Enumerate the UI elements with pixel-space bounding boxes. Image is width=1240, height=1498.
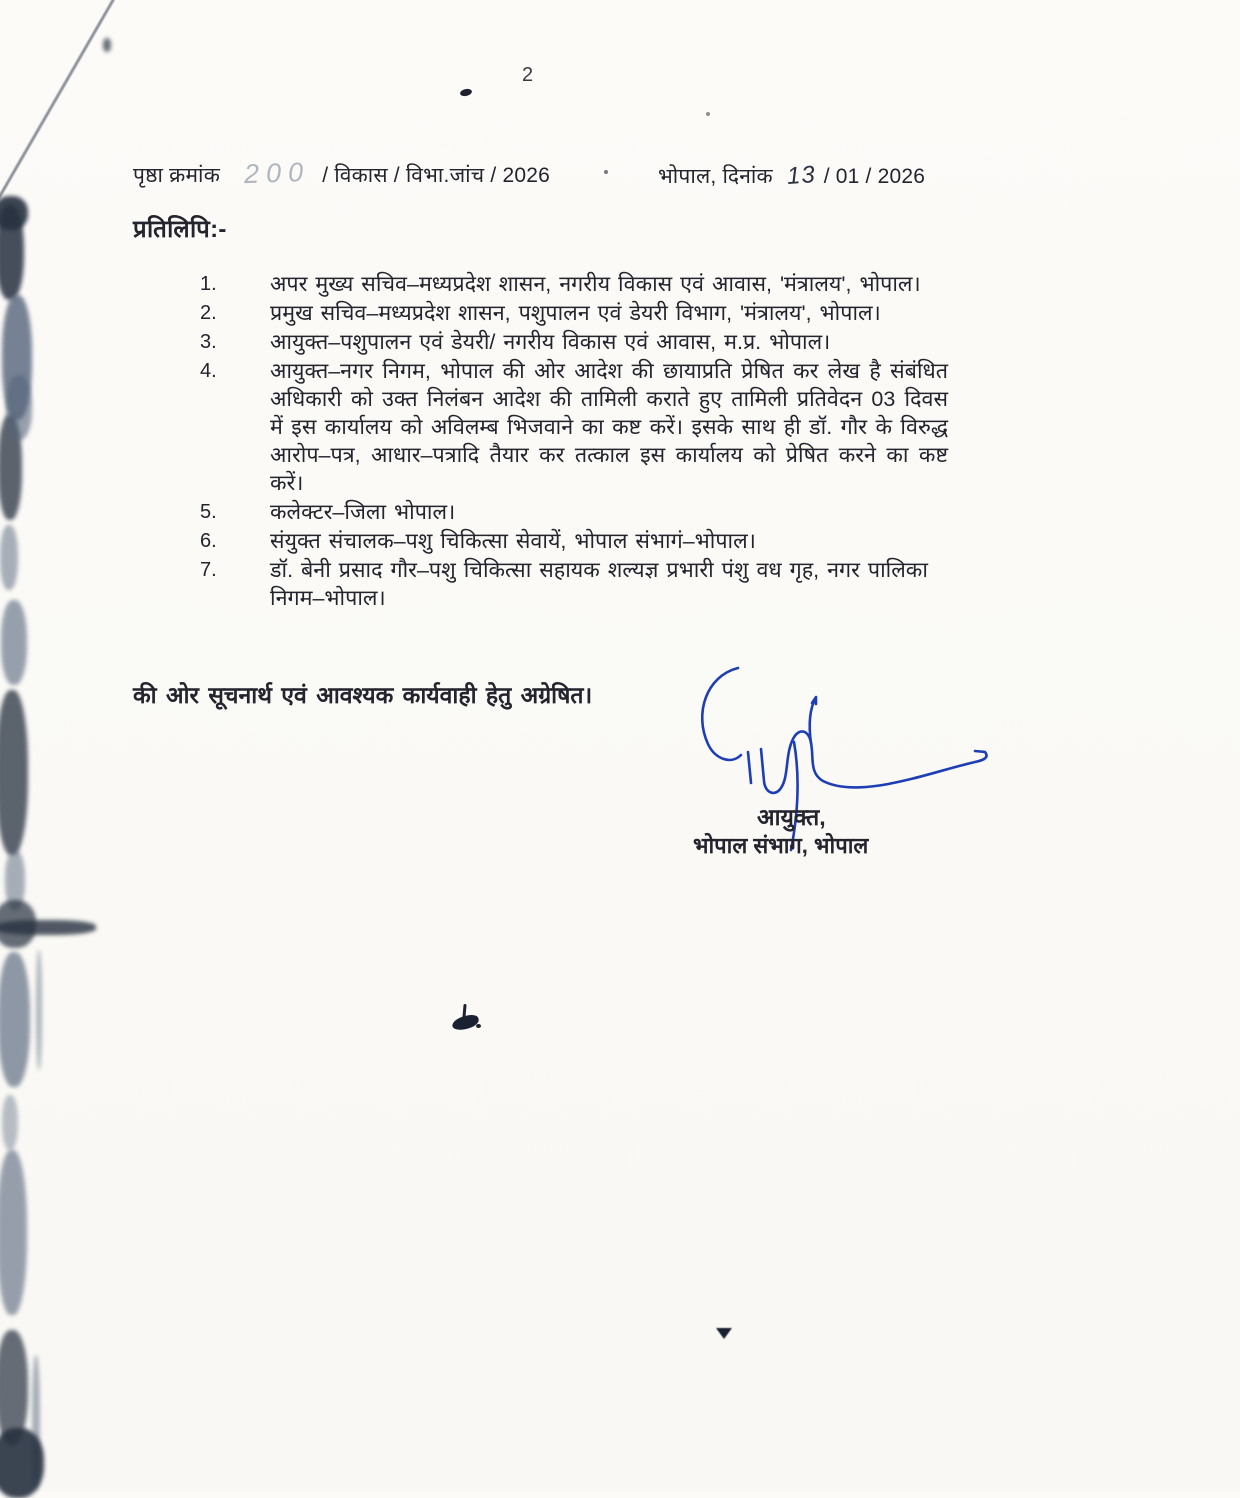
scan-smudge [2, 1095, 18, 1150]
scan-smudge [1, 600, 27, 685]
forwarding-line: की ओर सूचनार्थ एवं आवश्यक कार्यवाही हेतु अग्रेषित। [133, 682, 593, 708]
scan-smudge [0, 525, 18, 590]
ink-dot [459, 88, 472, 97]
date-rest: / 01 / 2026 [823, 165, 926, 188]
reference-rest: / विकास / विभा.जांच / 2026 [322, 164, 550, 187]
list-item-text: अपर मुख्य सचिव–मध्यप्रदेश शासन, नगरीय विकास एवं आवास, 'मंत्रालय', भोपाल। [270, 272, 921, 296]
signatory-title: आयुक्त, [757, 804, 826, 830]
scan-smudge [36, 950, 42, 1070]
ink-dot [706, 112, 710, 116]
scan-smudge [0, 1150, 27, 1315]
signatory-office: भोपाल संभाग, भोपाल [693, 833, 869, 858]
list-item-text: प्रमुख सचिव–मध्यप्रदेश शासन, पशुपालन एवं डेयरी विभाग, 'मंत्रालय', भोपाल। [270, 301, 881, 325]
list-item [200, 357, 948, 497]
copy-distribution-list [200, 270, 948, 613]
list-item-number: 6. [200, 530, 217, 552]
place-date-label: भोपाल, दिनांक [658, 165, 773, 188]
place-date-line [658, 162, 925, 190]
list-item-text: आयुक्त–नगर निगम, भोपाल की ओर आदेश की छायाप्रति प्रेषित कर लेख है संबंधित अधिकारी को उक्त निलंबन आदेश की तामिली कराते हुए तामिली प्रतिवेदन 03 दिवस में इस कार्यालय को अविलम्ब भिजवाने का कष्ट करें। इसके साथ ही डॉ. गौर के विरुद्ध आरोप–पत्र, आधार–पत्रादि तैयार कर तत्काल इस कार्यालय को प्रेषित करने का कष्ट करें। [270, 359, 948, 495]
list-item-text: संयुक्त संचालक–पशु चिकित्सा सेवायें, भोपाल संभागं–भोपाल। [270, 529, 756, 553]
date-day-handwritten: 13 [785, 161, 817, 190]
ink-dot [604, 170, 608, 174]
list-item-number: 2. [200, 302, 217, 324]
ink-triangle-mark [716, 1328, 732, 1339]
scan-page-edge-line [0, 0, 116, 206]
scan-smudge [0, 952, 30, 1087]
list-item [200, 328, 948, 356]
list-item [200, 498, 948, 526]
list-item-number: 7. [200, 559, 217, 581]
ink-blot [448, 1002, 484, 1036]
list-item-text: आयुक्त–पशुपालन एवं डेयरी/ नगरीय विकास एवं आवास, म.प्र. भोपाल। [270, 330, 831, 354]
scan-smudge [0, 920, 96, 935]
scan-smudge [103, 38, 111, 52]
reference-label: पृष्ठा क्रमांक [133, 164, 221, 187]
copy-heading: प्रतिलिपि:- [133, 216, 227, 243]
list-item-number: 1. [200, 273, 217, 295]
list-item [200, 527, 948, 555]
scan-smudge [0, 205, 24, 300]
list-item-text: डॉ. बेनी प्रसाद गौर–पशु चिकित्सा सहायक शल्यज्ञ प्रभारी पंशु वध गृह, नगर पालिका निगम–भोपाल। [270, 558, 928, 610]
reference-line [133, 158, 550, 189]
page-number: 2 [522, 64, 534, 86]
scan-smudge [0, 690, 28, 855]
scan-smudge [0, 1428, 44, 1498]
ink-blot-dot [476, 1024, 481, 1028]
list-item [200, 299, 948, 327]
list-item-number: 5. [200, 501, 217, 523]
list-item-text: कलेक्टर–जिला भोपाल। [270, 500, 456, 524]
list-item-number: 4. [200, 360, 217, 382]
list-item-number: 3. [200, 331, 217, 353]
reference-number-handwritten: 200 [243, 156, 311, 190]
scan-smudge [6, 375, 32, 440]
list-item [200, 556, 948, 612]
list-item [200, 270, 948, 298]
